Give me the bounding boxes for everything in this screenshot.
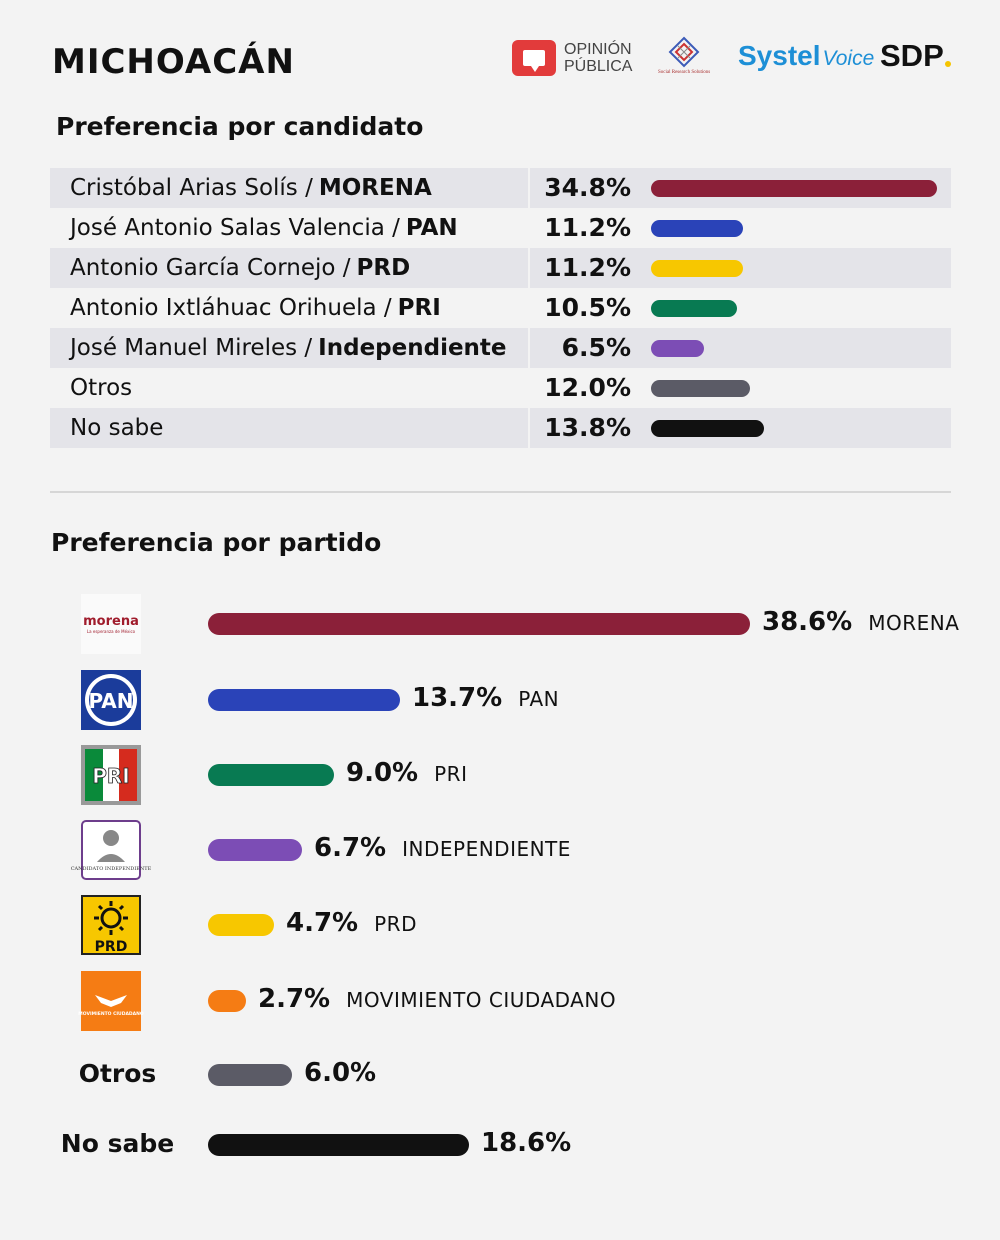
candidate-row — [50, 288, 951, 328]
candidate-value-cell — [530, 288, 951, 328]
party-label: No sabe — [60, 1129, 175, 1158]
candidate-percent-label: 11.2% — [544, 253, 631, 282]
party-value — [258, 984, 616, 1014]
candidate-percent-label: 13.8% — [544, 413, 631, 442]
svg-text:PAN: PAN — [88, 689, 134, 713]
candidate-name — [50, 248, 528, 288]
party-percent-label: 13.7% — [412, 683, 503, 713]
candidate-bar — [651, 420, 764, 437]
candidate-name-text: José Antonio Salas Valencia / — [70, 215, 400, 241]
candidate-name — [50, 168, 528, 208]
candidate-name — [50, 288, 528, 328]
sdp-logo-text: SDP — [880, 38, 944, 73]
party-value — [286, 908, 417, 938]
candidate-value-cell — [530, 208, 951, 248]
prd-logo — [81, 895, 141, 955]
svg-text:PRD: PRD — [94, 939, 128, 955]
opinion-publica-logo — [512, 40, 632, 76]
candidate-section-title: Preferencia por candidato — [56, 112, 424, 141]
candidate-value-cell — [530, 368, 951, 408]
candidate-value-cell — [530, 328, 951, 368]
candidate-percent-label: 34.8% — [544, 173, 631, 202]
speech-bubble-icon — [512, 40, 556, 76]
party-name-label: PRD — [374, 912, 417, 936]
candidate-name — [50, 328, 528, 368]
party-section-title: Preferencia por partido — [51, 528, 382, 557]
social-research-solutions-logo — [658, 36, 710, 75]
candidate-party-text: PRI — [397, 295, 441, 321]
candidate-percent-label: 6.5% — [561, 333, 631, 362]
svg-text:morena: morena — [83, 614, 139, 629]
candidate-row — [50, 248, 951, 288]
candidate-name — [50, 208, 528, 248]
candidate-value-cell — [530, 168, 951, 208]
candidate-row — [50, 208, 951, 248]
party-bar — [208, 689, 400, 711]
candidate-name-text: Antonio García Cornejo / — [70, 255, 351, 281]
party-row — [0, 745, 1000, 807]
party-value — [346, 758, 467, 788]
candidate-percent-label: 11.2% — [544, 213, 631, 242]
party-row — [0, 1115, 1000, 1177]
candidate-bar — [651, 220, 743, 237]
candidate-row — [50, 368, 951, 408]
sdp-logo — [880, 38, 951, 74]
party-row — [0, 594, 1000, 656]
party-name-label: INDEPENDIENTE — [402, 837, 571, 861]
svg-text:MOVIMIENTO CIUDADANO: MOVIMIENTO CIUDADANO — [78, 1012, 144, 1017]
party-percent-label: 6.7% — [314, 833, 387, 863]
candidate-party-text: Independiente — [318, 335, 507, 361]
party-bar — [208, 990, 246, 1012]
voice-logo-text: Voice — [822, 47, 875, 70]
candidate-row — [50, 168, 951, 208]
candidate-bar — [651, 260, 743, 277]
party-label: Otros — [78, 1059, 157, 1088]
candidate-party-text: PRD — [356, 255, 411, 281]
systel-logo-text: Systel — [738, 40, 821, 71]
party-bar — [208, 764, 334, 786]
party-value — [481, 1128, 571, 1158]
party-value — [314, 833, 571, 863]
pan-logo — [81, 670, 141, 730]
party-row — [0, 820, 1000, 882]
party-bar — [208, 1134, 469, 1156]
page-title: MICHOACÁN — [52, 42, 295, 82]
party-percent-label: 18.6% — [481, 1128, 572, 1158]
candidate-preference-chart — [50, 168, 951, 448]
independiente-logo — [70, 820, 152, 880]
candidate-bar — [651, 340, 704, 357]
party-percent-label: 6.0% — [304, 1058, 377, 1088]
opinion-logo-line2: PÚBLICA — [564, 58, 633, 75]
morena-logo — [81, 594, 141, 654]
candidate-bar — [651, 180, 937, 197]
party-name-label: PRI — [434, 762, 468, 786]
party-row — [0, 895, 1000, 957]
candidate-value-cell — [530, 408, 951, 448]
party-bar — [208, 1064, 292, 1086]
svg-text:La esperanza de México: La esperanza de México — [86, 629, 136, 634]
svg-text:PRI: PRI — [92, 764, 130, 788]
candidate-percent-label: 12.0% — [544, 373, 631, 402]
candidate-name-text: No sabe — [70, 415, 164, 441]
srs-logo-text: Social Research Solutions — [658, 70, 711, 75]
candidate-party-text: PAN — [405, 215, 458, 241]
candidate-name — [50, 368, 528, 408]
systel-voice-logo — [738, 40, 874, 72]
candidate-percent-label: 10.5% — [544, 293, 631, 322]
srs-diamond-icon — [664, 36, 704, 70]
party-percent-label: 9.0% — [346, 758, 419, 788]
party-name-label: MORENA — [868, 611, 960, 635]
sponsor-logos — [510, 36, 955, 86]
movimiento-ciudadano-logo — [78, 971, 144, 1031]
candidate-row — [50, 328, 951, 368]
party-value — [304, 1058, 376, 1088]
candidate-value-cell — [530, 248, 951, 288]
party-bar — [208, 613, 750, 635]
party-value — [412, 683, 559, 713]
section-divider — [50, 491, 951, 493]
party-name-label: PAN — [518, 687, 560, 711]
party-bar — [208, 839, 302, 861]
sdp-dot-icon — [945, 61, 951, 67]
party-percent-label: 38.6% — [762, 607, 853, 637]
party-bar — [208, 914, 274, 936]
party-row — [0, 670, 1000, 732]
party-row — [0, 971, 1000, 1033]
party-name-label: MOVIMIENTO CIUDADANO — [346, 988, 617, 1012]
party-percent-label: 4.7% — [286, 908, 359, 938]
party-percent-label: 2.7% — [258, 984, 331, 1014]
party-value — [762, 607, 959, 637]
candidate-row — [50, 408, 951, 448]
candidate-name-text: Cristóbal Arias Solís / — [70, 175, 313, 201]
candidate-bar — [651, 380, 750, 397]
candidate-name-text: José Manuel Mireles / — [70, 335, 313, 361]
candidate-name-text: Antonio Ixtláhuac Orihuela / — [70, 295, 392, 321]
svg-text:CANDIDATO INDEPENDIENTE: CANDIDATO INDEPENDIENTE — [70, 866, 152, 872]
pri-logo — [81, 745, 141, 805]
party-row — [0, 1045, 1000, 1107]
opinion-logo-line1: OPINIÓN — [564, 41, 632, 58]
candidate-name — [50, 408, 528, 448]
candidate-name-text: Otros — [70, 375, 133, 401]
candidate-bar — [651, 300, 737, 317]
candidate-party-text: MORENA — [318, 175, 432, 201]
